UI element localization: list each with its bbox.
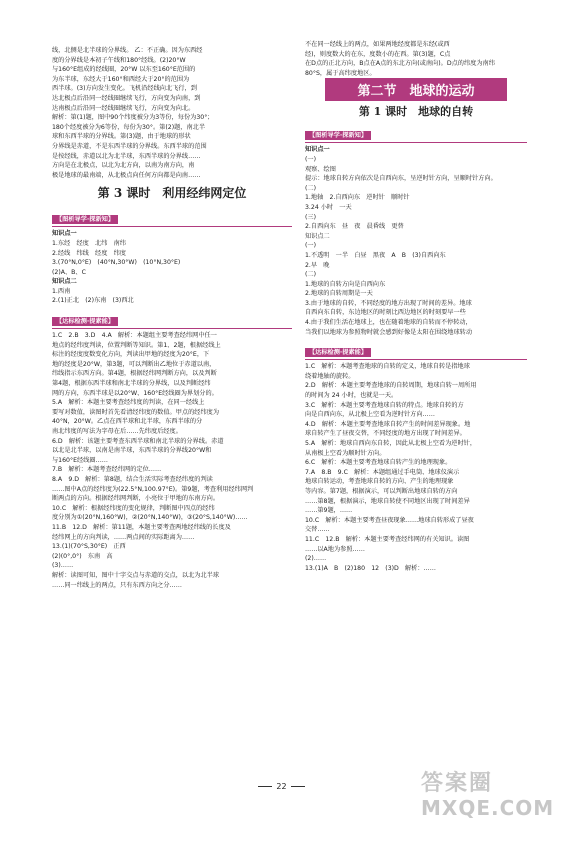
answer-line: 6.C 解析：本题主要考查地球自转产生的地理现象。 <box>305 459 452 467</box>
right-top-text <box>305 40 527 78</box>
guide-banner-left <box>52 206 292 227</box>
answer-line: 地的经度是20°W，第3题，可以判断出乙地位于赤道以南， <box>52 360 216 368</box>
answer-line: (一) <box>305 242 317 250</box>
left-top-text <box>52 46 292 180</box>
answer-line: ……第9题，…… <box>305 507 353 515</box>
text-line: 180个经度被分为6等份，每份为30°。第(2)题，南北半 <box>52 123 206 131</box>
answer-line: 1.西南 <box>52 287 71 295</box>
knowledge-point-2-answers <box>52 287 292 306</box>
answer-line: (二) <box>305 271 317 279</box>
text-line: 为东半球，东经大于160°和西经大于20°的范围为 <box>52 75 190 83</box>
text-line: 达南极点后沿同一经线圈继续飞行，方向变为向北。 <box>52 104 195 112</box>
chapter-title: 第二节 地球的运动 <box>325 78 507 101</box>
answer-line: 地点的经纬度判读，位置判断等知识。第1、2题，根据经线上 <box>52 341 221 349</box>
answer-line: 2.自西向东 昼 夜 晨昏线 更替 <box>305 223 404 231</box>
answer-line: 与160°E经线圈…… <box>52 456 108 464</box>
test-banner-label: 【达标检测·提素能】 <box>52 317 118 326</box>
answer-line: 4.由于我们生活在地球上，也在随着地球的自转而不停转动， <box>305 319 472 327</box>
answer-line: 从南极上空看为顺时针方向。 <box>305 449 386 457</box>
answer-line: 绕着地轴的旋转。 <box>305 372 355 380</box>
text-line: 球和东西半球的分界线。第(3)题，由于地球的形状 <box>52 133 191 141</box>
answer-line: 2.D 解析：本题主要考查地球的自转周期，地球自转一周所用 <box>305 382 477 390</box>
text-line: 达北极点后沿同一经线圈继续飞行，方向变为向南，到 <box>52 94 201 102</box>
answer-line: (二) <box>305 184 317 192</box>
answer-line: (三) <box>305 213 317 221</box>
answer-line: 2.早 晚 <box>305 261 330 269</box>
text-line: 是按经线，赤道以北为北半球，东西半球的分界线…… <box>52 152 201 160</box>
answer-line: 度分别为①(20°N,160°W)，②(20°N,140°W)，③(20°S,140°W)…… <box>52 514 248 522</box>
answer-line: 纬线指示东西方向。第4题，根据经纬网判断方向，以及判断 <box>52 370 217 378</box>
answer-line: 3.(70°N,0°E) (40°N,30°W) (10°N,30°E) <box>52 259 181 267</box>
answer-line: 交替…… <box>305 526 330 534</box>
section-title-lesson-3: 第 3 课时 利用经纬网定位 <box>97 186 247 201</box>
answer-line: 10.C 解析：本题主要考查昼夜现象……地球自转形成了昼夜 <box>305 516 474 524</box>
answer-line: 要写对数值，读图时首先看清经纬度的数值。甲点的经纬度为 <box>52 408 220 416</box>
knowledge-point-2-heading: 知识点二 <box>52 278 77 286</box>
text-line: 分界线是赤道，不是东西半球的分界线。东西半球的范围 <box>52 142 207 150</box>
watermark-line-1: 答案圈 <box>421 771 494 796</box>
answer-line: 等内容。第7题，根据演示，可以判断出地球自转的方向 <box>305 487 458 495</box>
test-answers <box>305 362 527 573</box>
answer-line: ……以A地为参照…… <box>305 545 365 553</box>
answer-line: 当我们以地球为参照物时就会感到好像是太阳在围绕地球转动 <box>305 328 473 336</box>
answer-line: 解析：读图可知，图中十字交点与赤道的交点，以北为北半球 <box>52 571 220 579</box>
answer-line: 3.C 解析：本题主要考查地球自转的特点。地球自转的方 <box>305 401 464 409</box>
text-line: 线，北侧是北半球的分界线。 乙：不正确。因为东西经 <box>52 47 203 54</box>
answer-line: ……图中A点的经纬度为(22.5°N,100.97°E)。第9题，考查利用经纬网判 <box>52 485 254 493</box>
answer-line: 2.地球的自转周期是一天 <box>305 290 373 298</box>
guide-banner-label: 【图析导学·探新知】 <box>52 215 118 224</box>
answer-line: 4.D 解析：本题主要考查地球自转产生的时间差异现象。地 <box>305 420 471 428</box>
answer-line: 40°N，20°W。乙点在西半球和北半球，东西半球的分 <box>52 418 203 426</box>
answer-line: 1.C 2.B 3.D 4.A 解析：本题组主要考查经纬网中任一 <box>52 332 217 340</box>
right-column <box>305 40 527 573</box>
answer-line: 1.不透明 一半 白昼 黑夜 A B (3)自西向东 <box>305 251 446 259</box>
answer-line: (3)…… <box>52 562 74 570</box>
text-line: 不在同一经线上的两点，如果两地经度都是东经(或西 <box>305 41 450 48</box>
test-answers <box>52 331 292 590</box>
answer-line: 7.B 解析：本题考查经纬网的定位…… <box>52 466 162 474</box>
answer-line: 2.经线 纬线 经度 纬度 <box>52 249 126 257</box>
answer-line: 10.C 解析：根据经纬度的变化规律，判断图中四点的经纬 <box>52 504 215 512</box>
answer-line: 5.A 解析：本题主要考查经纬度的判读，在同一经线上 <box>52 399 205 407</box>
answer-line: 以北是北半球，以南是南半球，东西半球的分界线20°W和 <box>52 447 212 455</box>
knowledge-point-1-answers <box>52 239 292 277</box>
text-line: 极是地球的最南端，从北极点向任何方向都是向南…… <box>52 171 201 179</box>
test-banner-left <box>52 308 292 329</box>
guide-banner-right <box>305 122 527 143</box>
knowledge-point-answers <box>305 155 527 337</box>
text-line: 解析：第(1)题，图中90个纬度被分为3等份，每份为30°； <box>52 114 214 122</box>
answer-line: 第4题，根据东西半球和南北半球的分界线，以及判断经纬 <box>52 380 211 388</box>
answer-line: 经纬网上的方向判读，……两点间的实际距离为…… <box>52 533 195 541</box>
answer-line: ……第8题，根据演示，地球自转使不同地区出现了时间差异 <box>305 497 470 505</box>
answer-line: (2)(0°,0°) 东南 高 <box>52 552 113 560</box>
lesson-title: 第 1 课时 地球的自转 <box>358 105 474 119</box>
test-banner-label: 【达标检测·提素能】 <box>305 348 371 357</box>
test-banner-right <box>305 339 527 360</box>
text-line: 度的分界线是本初子午线和180°经线。(2)20°W <box>52 56 186 64</box>
answer-line: ……同一纬线上的两点，只有东西方向之分…… <box>52 581 182 589</box>
answer-line: 6.D 解析：该题主要考查东西半球和南北半球的分界线。赤道 <box>52 437 224 445</box>
answer-line: 提示：地球自转方向依次是自西向东，呈逆时针方向，呈顺时针方向。 <box>305 175 497 183</box>
answer-line: 自西向东自转，东边地区的时刻比西边地区的时刻要早一些 <box>305 309 466 317</box>
answer-line: 11.B 12.D 解析：第11题，本题主要考查两地经纬线的长度及 <box>52 523 231 531</box>
guide-banner-label: 【图析导学·探新知】 <box>305 131 371 140</box>
answer-line: 13.(1)A B (2)180 12 (3)D 解析：…… <box>305 564 436 572</box>
answer-line: 3.由于地球的自转，不同经度的地方出现了时间的差异。地球 <box>305 299 472 307</box>
page-number-text: 22 <box>276 782 287 791</box>
knowledge-point-1-heading: 知识点一 <box>52 230 77 238</box>
answer-line: 1.C 解析：本题考查地球的自转的定义，地球自转是指地球 <box>305 363 470 371</box>
left-column <box>52 46 292 590</box>
text-line: 经)，则度数大的在东，度数小的在西。第(3)题，C点 <box>305 50 451 58</box>
text-line: 西半球。(3)方向发生变化。飞机沿经线向北飞行，到 <box>52 85 197 93</box>
watermark-logo <box>421 771 555 831</box>
answer-line: 11.C 12.B 解析：本题主要考查经纬网的有关知识。读图 <box>305 535 470 543</box>
answer-line: (2)A、B、C <box>52 268 86 276</box>
answer-line: 5.A 解析：地球自西向东自转，因此从北极上空看为逆时针， <box>305 440 477 447</box>
answer-line: 1.东经 经度 北纬 南纬 <box>52 239 126 247</box>
text-line: 在D点的正北方向，B点在A点的东北方向(或南向)。D点的纬度为南纬 <box>305 60 495 68</box>
answer-line: 断两点的方向。根据经纬网判断，小亮位于甲地的东南方向。 <box>52 495 220 503</box>
answer-line: 向是自西向东，从北极上空看为逆时针方向…… <box>305 411 435 419</box>
answer-line: 8.A 9.D 解析：第8题，结合生活实际考查经纬度的判读 <box>52 475 213 483</box>
answer-line: 南北纬度的写法为字母在后……先纬度后经度。 <box>52 428 182 435</box>
answer-line: 13.(1)(70°S,30°E) 正西 <box>52 543 126 551</box>
answer-line: 的时间为 24 小时，也就是一天。 <box>305 392 398 400</box>
answer-line: (一) <box>305 155 317 163</box>
answer-line: 网的方向，东西半球是以20°W、160°E经线圈为界划分的。 <box>52 389 218 397</box>
text-line: 方向是在北极点，以北为北方向，以南为南方向，南 <box>52 162 195 170</box>
answer-line: 3.24 小时 一天 <box>305 203 352 211</box>
answer-line: 地球自转运动，考查地球自转的方向、产生的地理现象 <box>305 478 454 486</box>
answer-line: 7.A 8.B 9.C 解析：本题组通过手电筒、地球仪演示 <box>305 468 460 476</box>
text-line: 80°S，属于高纬度地区。 <box>305 69 376 77</box>
answer-line: 2.(1)正北 (2)东南 (3)西北 <box>52 297 134 305</box>
answer-line: 球自转产生了昼夜交替，不同经度的地方出现了时间差异。 <box>305 430 466 438</box>
answer-line: 1.地轴 2.自西向东 逆时针 顺时针 <box>305 194 410 202</box>
answer-line: 观察、绘图 <box>305 165 336 173</box>
answer-line: 知识点二 <box>305 232 330 240</box>
answer-line: 标注的经度度数变化方向，判读出甲地的经度为20°E，下 <box>52 351 210 359</box>
watermark-line-2: MXQE.COM <box>421 796 555 820</box>
answer-line: 1.地球的自转方向是自西向东 <box>305 280 386 288</box>
knowledge-point-heading: 知识点一 <box>305 146 330 154</box>
answer-line: (2)…… <box>305 555 327 563</box>
text-line: 与160°E组成的经线圈，20°W 以东至160°E范围的 <box>52 66 196 74</box>
